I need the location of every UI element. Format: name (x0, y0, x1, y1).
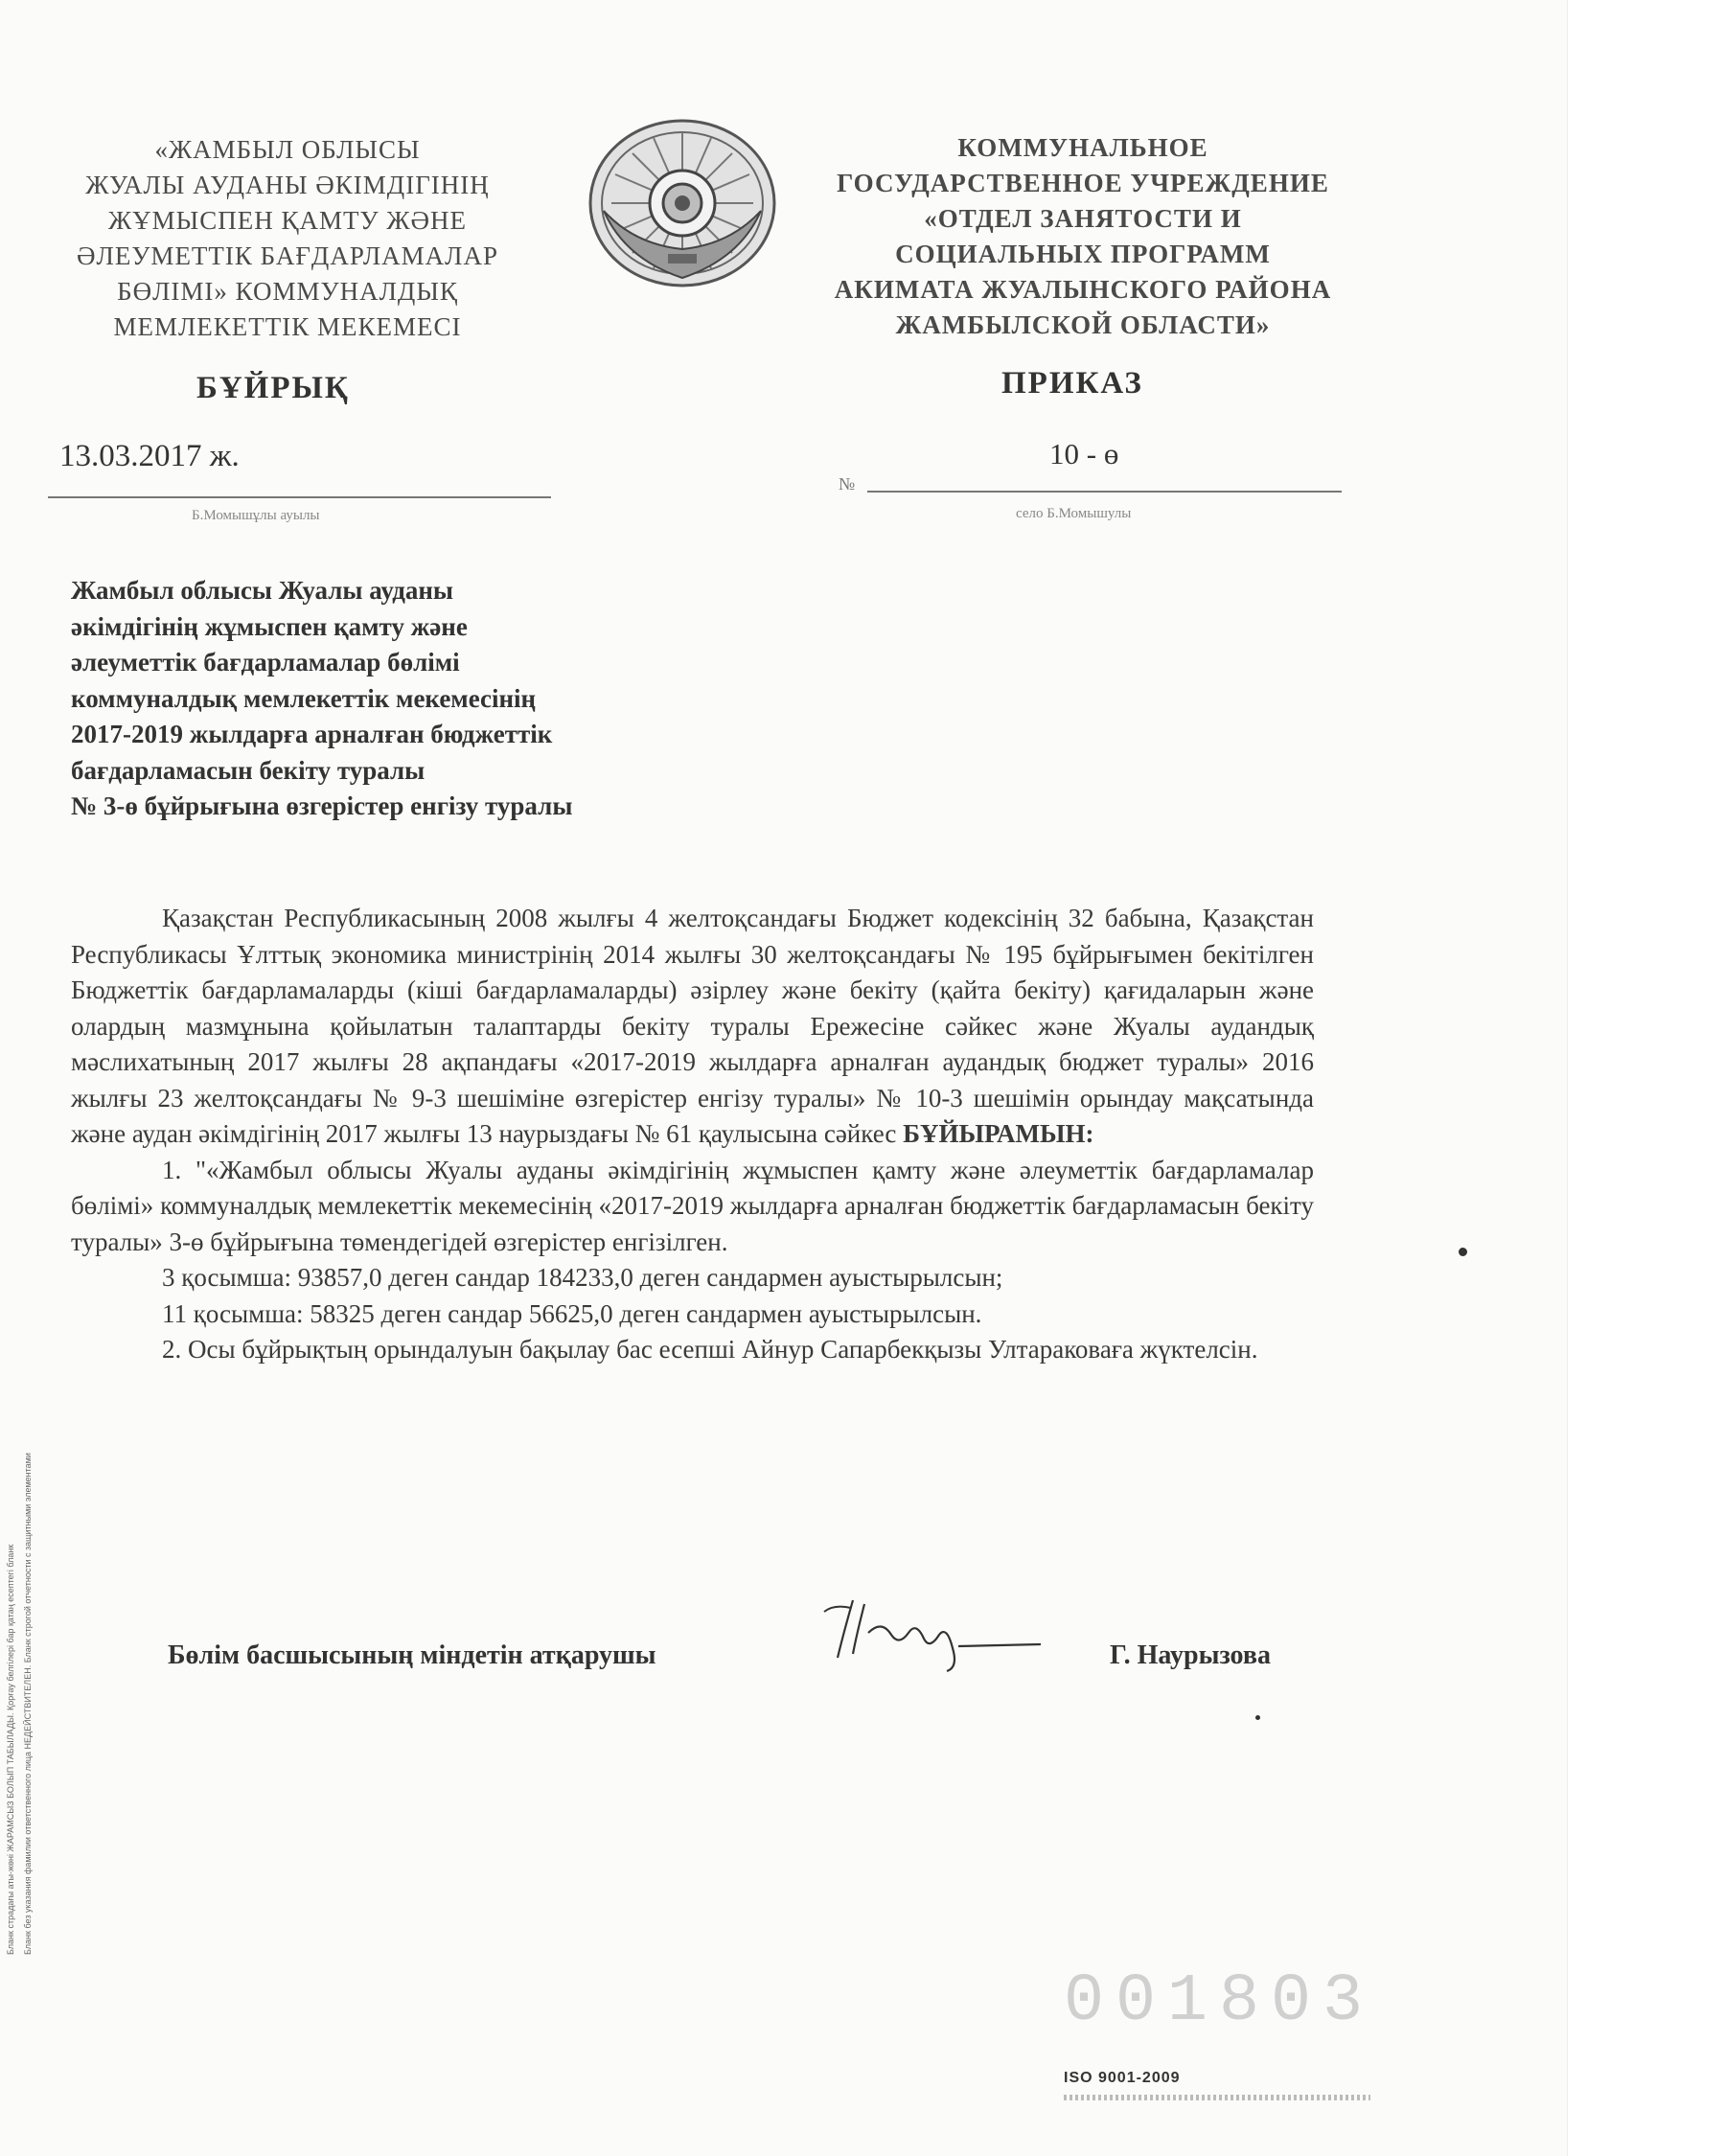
item-1-paragraph: 1. "«Жамбыл облысы Жуалы ауданы әкімдігінің жұмыспен қамту және әлеуметтік бағдарламалар бөлімі» коммуналдық мемлекеттік мекемесінің «2017-2019 жылдарға арналған бюджеттік бағдарламасын бекіту туралы» 3-ө бұйрығына төмендегідей өзгерістер енгізілген. (71, 1155, 1314, 1256)
place-russian: село Б.Момышулы (1016, 506, 1132, 521)
header-left-line: ЖҰМЫСПЕН ҚАМТУ ЖӘНЕ (107, 206, 468, 235)
header-left-line: ЖУАЛЫ АУДАНЫ ӘКІМДІГІНІҢ (85, 171, 490, 199)
header-right-line: АКИМАТА ЖУАЛЫНСКОГО РАЙОНА (834, 275, 1332, 304)
doc-type-kazakh: БҰЙРЫҚ (196, 371, 350, 405)
header-right-line: ЖАМБЫЛСКОЙ ОБЛАСТИ» (895, 310, 1271, 339)
date-field (48, 439, 551, 498)
header-right-line: ГОСУДАРСТВЕННОЕ УЧРЕЖДЕНИЕ (837, 169, 1329, 197)
preamble-paragraph (71, 901, 1314, 1153)
serial-number: 001803 (1064, 1964, 1375, 2040)
header-kazakh-org (38, 132, 537, 345)
subject-line: 2017-2019 жылдарға арналған бюджеттік (71, 720, 553, 748)
ink-speck (1255, 1715, 1260, 1720)
place-kazakh: Б.Момышұлы ауылы (192, 508, 320, 523)
number-field (867, 433, 1342, 493)
annex-3-paragraph: 3 қосымша: 93857,0 деген сандар 184233,0 деген сандармен ауыстырылсын; (162, 1263, 1003, 1292)
order-body (71, 901, 1314, 1368)
order-number: 10 - ө (1049, 437, 1119, 470)
subject-line: Жамбыл облысы Жуалы ауданы (71, 576, 453, 605)
header-left-line: «ЖАМБЫЛ ОБЛЫСЫ (154, 135, 421, 164)
page-margin (1567, 0, 1725, 2156)
signatory-name: Г. Наурызова (1110, 1640, 1271, 1670)
header-left-line: ӘЛЕУМЕТТІК БАҒДАРЛАМАЛАР (77, 241, 498, 270)
subject-line: әкімдігінің жұмыспен қамту және (71, 611, 468, 641)
header-right-line: «ОТДЕЛ ЗАНЯТОСТИ И (924, 204, 1242, 233)
iso-mark: ISO 9001-2009 (1064, 2070, 1181, 2086)
header-right-line: СОЦИАЛЬНЫХ ПРОГРАММ (895, 240, 1271, 268)
order-word: БҰЙЫРАМЫН: (903, 1119, 1094, 1148)
subject-line: бағдарламасын бекіту туралы (71, 755, 426, 785)
side-strip-line-2: Бланк без указания фамилии ответственного лица НЕДЕЙСТВИТЕЛЕН. Бланк строгой отчетности с защитными элементами (23, 1453, 33, 1955)
header-left-line: БӨЛІМІ» КОММУНАЛДЫҚ (117, 277, 458, 306)
annex-11-paragraph: 11 қосымша: 58325 деген сандар 56625,0 деген сандармен ауыстырылсын. (162, 1298, 982, 1328)
header-left-line: МЕМЛЕКЕТТІК МЕКЕМЕСІ (113, 312, 462, 341)
ink-speck (1459, 1248, 1467, 1256)
subject-line: әлеуметтік бағдарламалар бөлімі (71, 648, 460, 677)
header-russian-org (805, 130, 1361, 343)
item-2-paragraph: 2. Осы бұйрықтың орындалуын бақылау бас есепші Айнур Сапарбекқызы Ултараковаға жүктелсін. (162, 1335, 1258, 1364)
header-right-line: КОММУНАЛЬНОЕ (957, 133, 1208, 162)
side-strip-line-1: Бланк страдағы аты-жөні ЖАРАМСЫЗ БОЛЫП ТАБЫЛАДЫ. Қорғау белгілері бар қатаң есептегі бланк (6, 1544, 15, 1955)
preamble-text: Қазақстан Республикасының 2008 жылғы 4 желтоқсандағы Бюджет кодексінің 32 бабына, Қазақстан Республикасы Ұлттық экономика министрінің 2014 жылғы 30 желтоқсандағы № 195 бұйрығымен бекітілген Бюджеттік бағдарламаларды (кіші бағдарламаларды) әзірлеу және бекіту (қайта бекіту) қағидаларын және олардың мазмұнына қойылатын талаптарды бекіту туралы Ережесіне сәйкес және Жуалы аудандық мәслихатының 2017 жылғы 28 ақпандағы «2017-2019 жылдарға арналған аудандық бюджет туралы» 2016 жылғы 23 желтоқсандағы № 9-3 шешіміне өзгерістер енгізу туралы» № 10-3 шешімін орындау мақсатында және аудан әкімдігінің 2017 жылғы 13 наурыздағы № 61 қаулысына сәйкес (71, 904, 1314, 1148)
handwritten-signature (815, 1591, 1045, 1677)
doc-type-russian: ПРИКАЗ (1001, 366, 1143, 401)
subject-line: № 3-ө бұйрығына өзгерістер енгізу туралы (71, 791, 573, 820)
order-subject (71, 573, 780, 825)
signatory-role: Бөлім басшысының міндетін атқарушы (168, 1640, 656, 1670)
subject-line: коммуналдық мемлекеттік мекемесінің (71, 683, 537, 713)
printer-microtext (1064, 2095, 1370, 2100)
side-security-strip (2, 671, 59, 1955)
order-date: 13.03.2017 ж. (59, 439, 240, 473)
state-emblem-icon (586, 115, 778, 287)
number-label: № (839, 474, 856, 493)
